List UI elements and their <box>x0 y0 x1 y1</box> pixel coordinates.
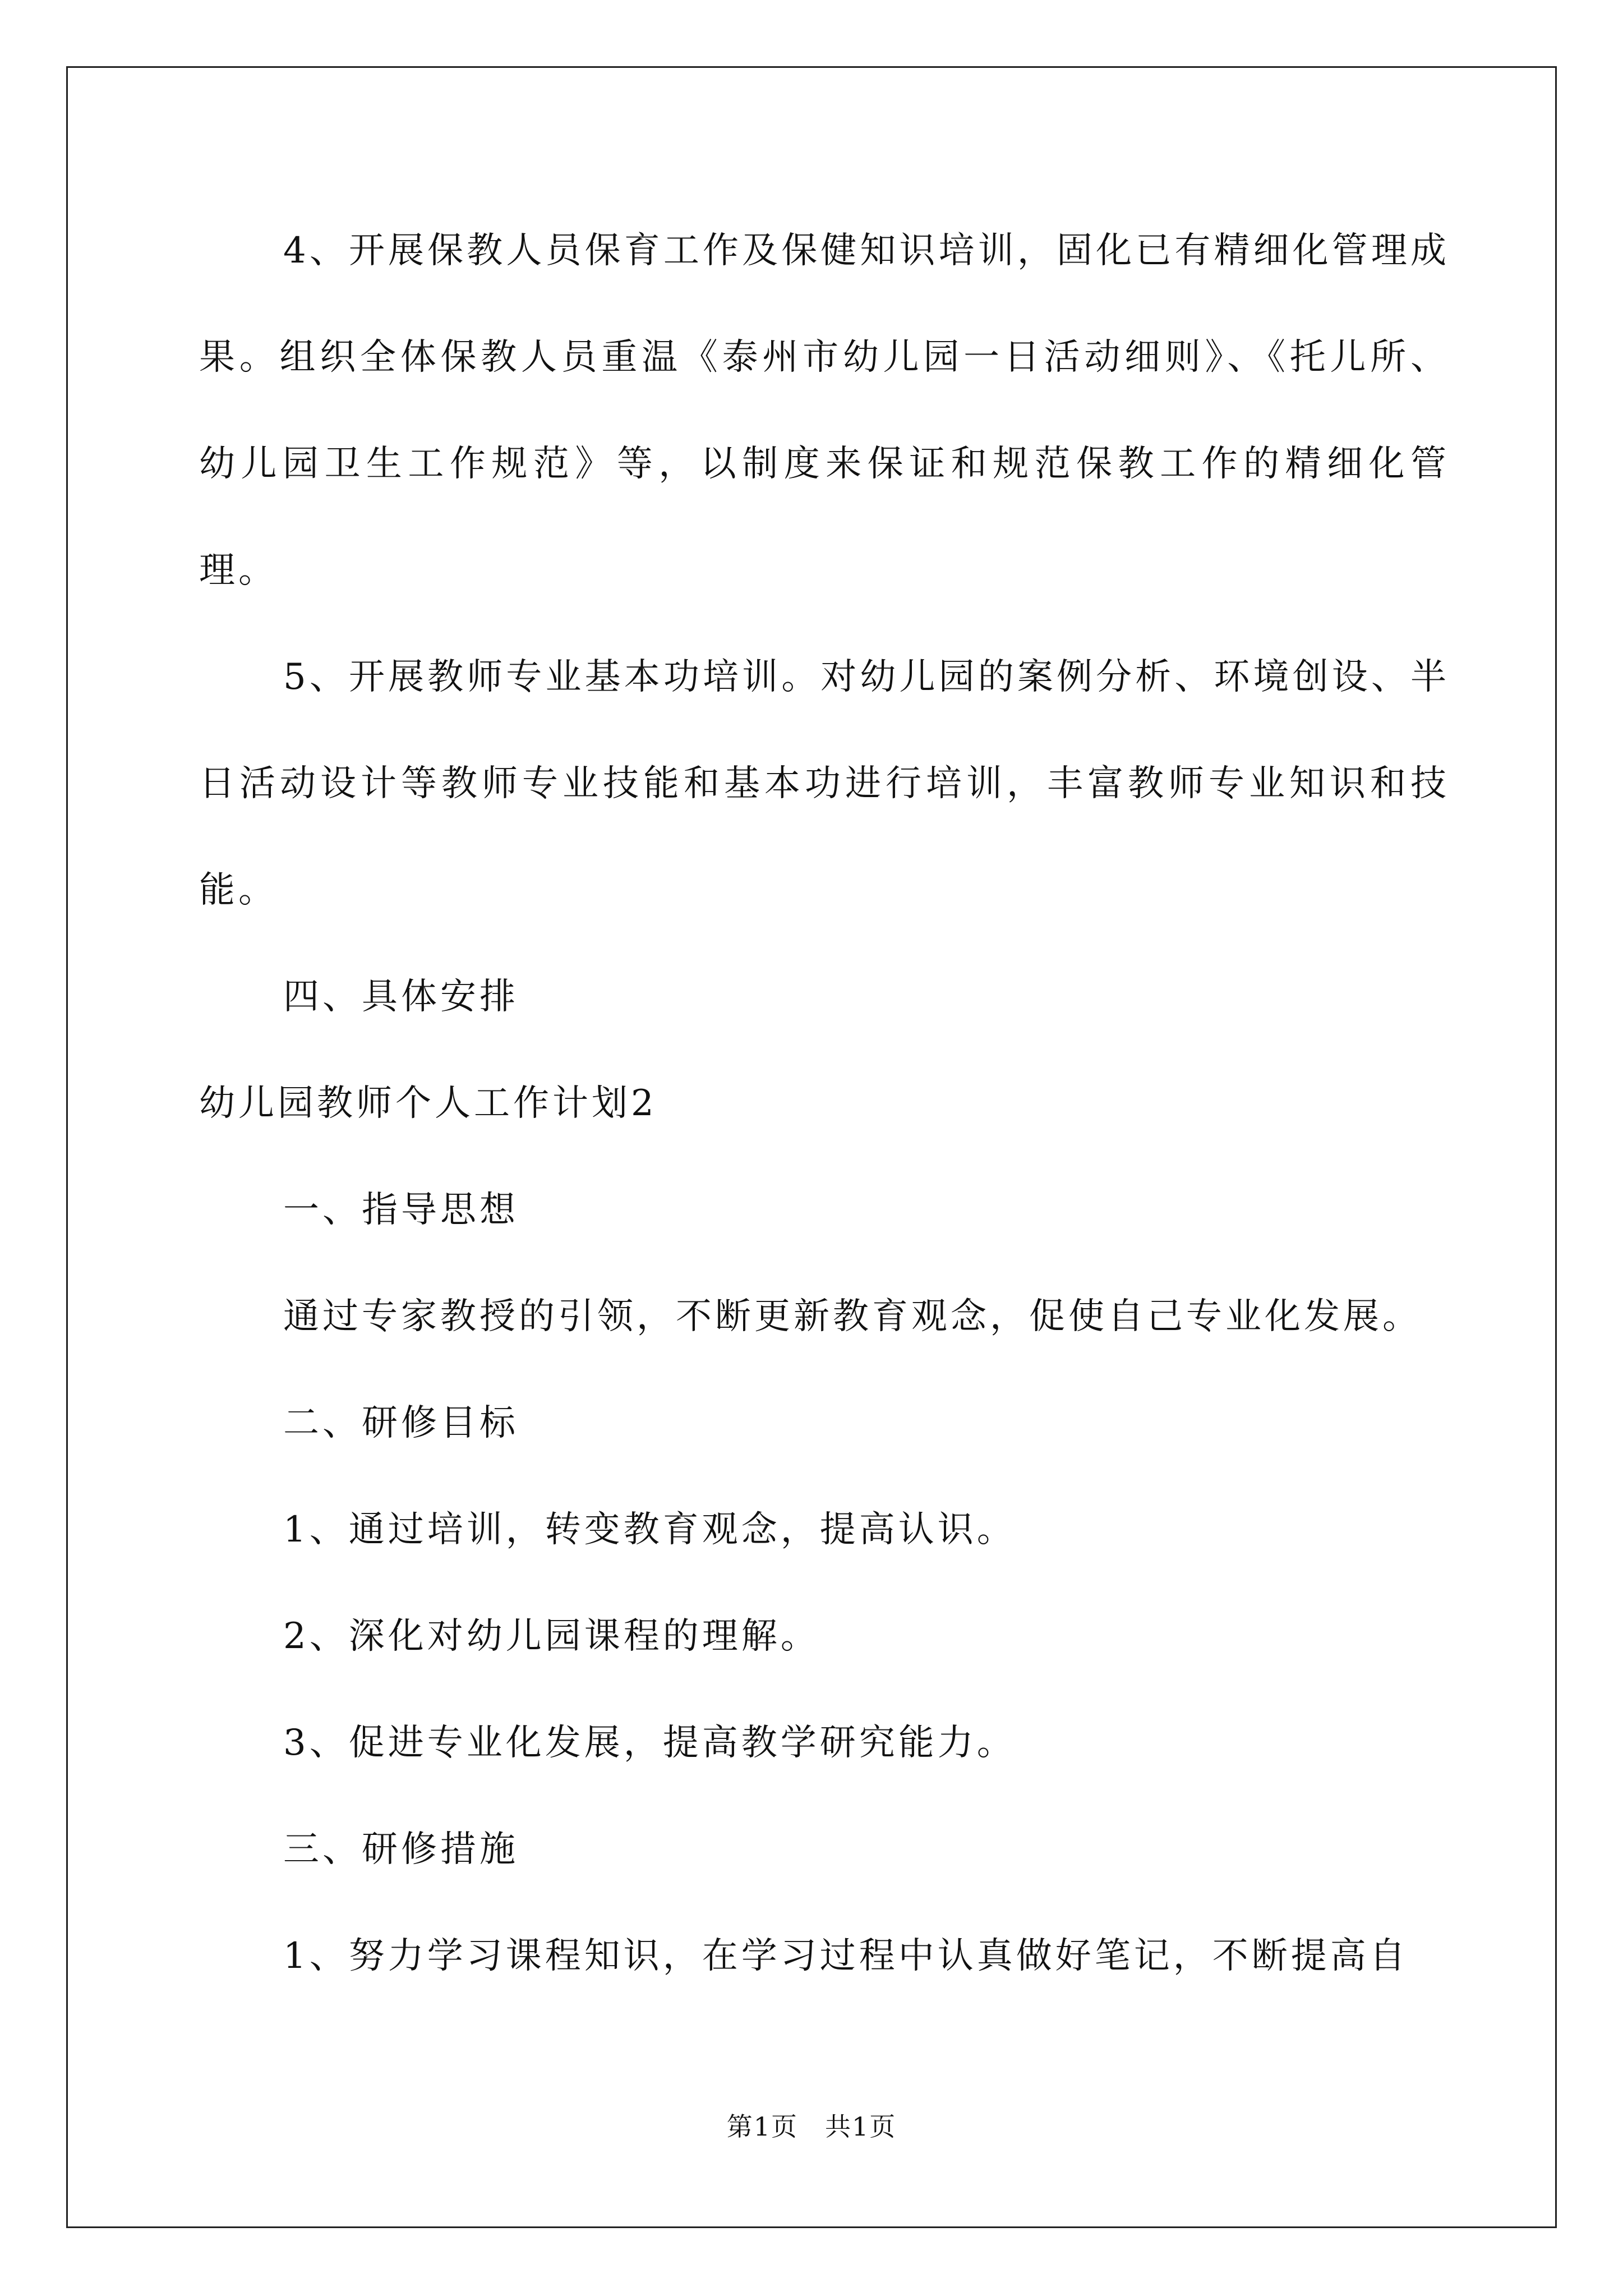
document-section-title: 幼儿园教师个人工作计划2 <box>199 1083 657 1124</box>
heading-specific-arrangement: 四、具体安排 <box>283 976 519 1018</box>
heading-guiding-ideology: 一、指导思想 <box>283 1189 519 1231</box>
paragraph-teacher-skills: 5、开展教师专业基本功培训。对幼儿园的案例分析、环境创设、半日活动设计等教师专业技能和基本功进行培训，丰富教师专业知识和技能。 <box>199 656 1450 911</box>
heading-study-measures: 三、研修措施 <box>283 1829 519 1870</box>
measure-item-1: 1、努力学习课程知识，在学习过程中认真做好笔记，不断提高自 <box>283 1935 1409 1977</box>
paragraph-guiding-ideology: 通过专家教授的引领，不断更新教育观念，促使自己专业化发展。 <box>283 1296 1422 1337</box>
goal-item-3: 3、促进专业化发展，提高教学研究能力。 <box>283 1722 1016 1764</box>
goal-item-2: 2、深化对幼儿园课程的理解。 <box>283 1616 820 1657</box>
heading-study-goals: 二、研修目标 <box>283 1402 519 1444</box>
page-number-footer: 第1页 共1页 <box>726 2111 897 2142</box>
paragraph-training-care: 4、开展保教人员保育工作及保健知识培训，固化已有精细化管理成果。组织全体保教人员重温《泰州市幼儿园一日活动细则》、《托儿所、幼儿园卫生工作规范》等，以制度来保证和规范保教工作的精细化管理。 <box>199 230 1450 591</box>
goal-item-1: 1、通过培训，转变教育观念，提高认识。 <box>283 1509 1016 1550</box>
